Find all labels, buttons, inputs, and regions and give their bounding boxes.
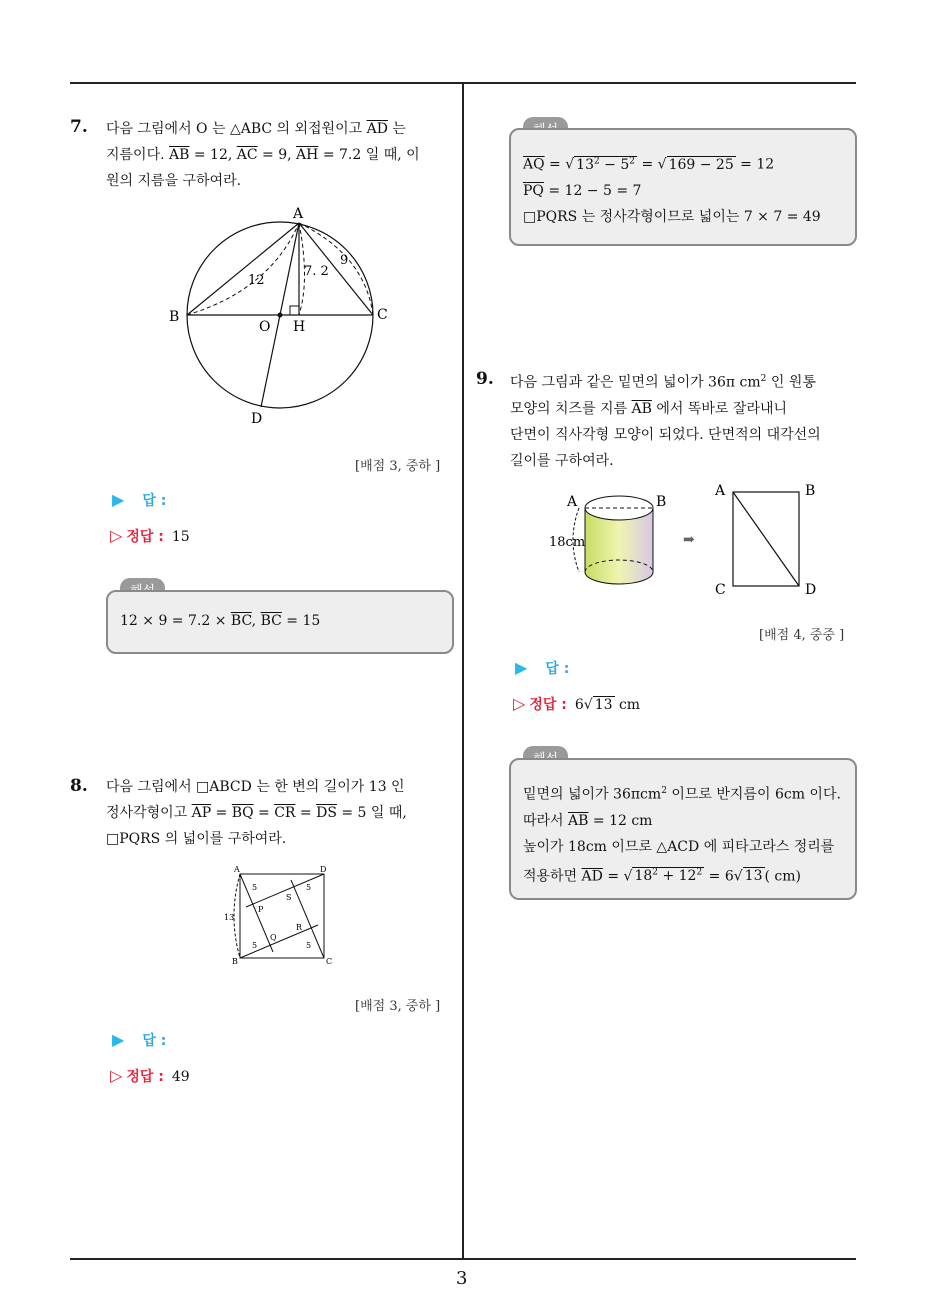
q9-arrow-icon: ➡	[683, 532, 695, 548]
q7-text-2e: = 9,	[257, 147, 297, 163]
q7-solution-box	[106, 590, 454, 654]
q9-text-4: 길이를 구하여라.	[510, 452, 614, 469]
q9-text-1a: 다음 그림과 같은 밑면의 넓이가 36π cm	[510, 374, 761, 391]
question-8-number: 8.	[70, 776, 88, 796]
q7-seg-ad: $\overline{AD}$	[366, 121, 388, 137]
q8-correct-value: 49	[171, 1069, 190, 1085]
q8-label-five-ap: 5	[252, 883, 258, 892]
q9-sol-18: 18	[634, 868, 653, 885]
q9-seg-ab: $\overline{AB}$	[631, 400, 652, 417]
q9-sol-eq6: = 6	[704, 868, 734, 885]
q7-correct-arrow-icon: ▷	[110, 526, 123, 545]
q7-label-ah: 7. 2	[304, 264, 329, 279]
q9-cyl-label-b: B	[656, 494, 667, 510]
q7-sol-bc2: $\overline{BC}$	[260, 613, 282, 629]
q7-seg-ah: $\overline{AH}$	[296, 147, 319, 163]
q8-square-figure	[222, 860, 342, 970]
q7-text-3: 원의 지름을 구하여라.	[106, 173, 242, 189]
q7-label-b: B	[169, 309, 180, 325]
q8-sol-aq: $\overline{AQ}$	[523, 156, 545, 173]
q9-text-1c: 인 원통	[766, 374, 816, 391]
q9-sol-1c: 이므로 반지름이 6cm 이다.	[666, 786, 841, 803]
q9-text-3: 단면이 직사각형 모양이 되었다. 단면적의 대각선의	[510, 426, 821, 443]
q8-sol-pq: $\overline{PQ}$	[523, 182, 544, 199]
q8-score: [배점 3, 중하 ]	[355, 999, 441, 1014]
q7-sol-c: ,	[251, 613, 261, 629]
sqrt-icon: √	[733, 868, 743, 885]
q9-cyl-label-h: 18cm	[549, 535, 586, 550]
q7-label-ab: 12	[248, 273, 265, 288]
q9-text-2c: 에서 똑바로 잘라내니	[651, 400, 788, 417]
q9-sol-plus12: + 12	[658, 868, 697, 885]
q9-solution-box	[509, 758, 857, 900]
q9-correct-label: 정답 :	[529, 697, 567, 713]
q8-label-q: Q	[270, 933, 277, 942]
q8-label-c: C	[326, 957, 333, 966]
q9-answer-label: 답 :	[545, 661, 570, 677]
q9-text-2a: 모양의 치즈를 지름	[510, 400, 632, 417]
q8-correct-label: 정답 :	[126, 1069, 164, 1085]
q9-rect-label-c: C	[715, 582, 726, 598]
q9-sol-2a: 따라서	[523, 812, 569, 829]
q8-label-r: R	[296, 923, 303, 932]
q7-sol-a: 12 × 9 = 7.2 ×	[120, 613, 231, 629]
q9-correct-coef: 6	[574, 697, 584, 713]
q9-sol-exp-b: 2	[696, 867, 703, 878]
q9-answer-field[interactable]	[515, 658, 569, 678]
q7-label-c: C	[377, 307, 388, 323]
column-divider	[462, 84, 464, 1260]
q8-text-2a: 정사각형이고	[106, 805, 192, 821]
q8-sol-line-3: □PQRS 는 정사각형이므로 넓이는 7 × 7 = 49	[523, 208, 821, 225]
q8-solution-box	[509, 128, 857, 246]
q8-sol-eq1: =	[544, 156, 566, 173]
q9-rect-label-a: A	[715, 483, 726, 499]
q8-label-b: B	[232, 957, 238, 966]
q8-sol-13: 13	[576, 156, 594, 173]
question-7-text	[106, 116, 420, 194]
q9-sol-radicand-13: 13	[744, 868, 763, 885]
q7-text-2a: 지름이다.	[106, 147, 169, 163]
q7-label-h: H	[293, 319, 306, 335]
q9-correct-radicand: 13	[594, 697, 613, 713]
sqrt-icon: √	[657, 156, 667, 173]
q7-score: [배점 3, 중하 ]	[355, 459, 441, 474]
q9-sol-4c: =	[602, 868, 624, 885]
q9-sol-3: 높이가 18cm 이므로 △ACD 에 피타고라스 정리를	[523, 838, 835, 855]
q8-sol-radical-1	[574, 156, 637, 173]
q9-cylinder-figure	[545, 482, 845, 600]
q9-sol-1a: 밑면의 넓이가 36πcm	[523, 786, 662, 803]
q8-text-3: □PQRS 의 넓이를 구하여라.	[106, 831, 287, 847]
q8-correct-arrow-icon: ▷	[110, 1066, 123, 1085]
q8-answer-arrow-icon: ▶	[112, 1030, 125, 1049]
q9-sol-radical	[632, 867, 704, 884]
q8-label-side: 13	[224, 913, 235, 922]
q7-label-a: A	[293, 206, 304, 222]
q7-circle-figure	[160, 200, 400, 430]
q8-label-five-cr: 5	[306, 941, 312, 950]
q7-text-1a: 다음 그림에서 O 는 △ABC 의 외접원이고	[106, 121, 367, 137]
q9-sol-ad: $\overline{AD}$	[581, 868, 603, 885]
sqrt-icon: √	[623, 868, 633, 885]
q8-label-d: D	[320, 865, 327, 874]
q9-correct-arrow-icon: ▷	[513, 694, 526, 713]
q8-text-1: 다음 그림에서 □ABCD 는 한 변의 길이가 13 인	[106, 779, 405, 795]
q7-text-2c: = 12,	[189, 147, 237, 163]
q7-answer-arrow-icon: ▶	[112, 490, 125, 509]
q8-sol-exp-1: 2	[593, 156, 600, 166]
q8-eq-3: =	[295, 805, 317, 821]
q8-answer-label: 답 :	[142, 1033, 167, 1049]
q9-score: [배점 4, 중중 ]	[759, 628, 845, 643]
q7-text-1c: 는	[387, 121, 406, 137]
q9-rect-label-b: B	[805, 483, 816, 499]
q9-correct-unit: cm	[614, 697, 641, 713]
q8-correct-answer	[110, 1066, 190, 1086]
sqrt-icon: √	[565, 156, 575, 173]
q7-answer-field[interactable]	[112, 490, 166, 510]
q9-sol-ab: $\overline{AB}$	[568, 812, 589, 829]
q7-text-2g: = 7.2 일 때, 이	[318, 147, 420, 163]
q8-answer-field[interactable]	[112, 1030, 166, 1050]
q7-sol-e: = 15	[281, 613, 321, 629]
q8-label-p: P	[258, 905, 264, 914]
q7-correct-value: 15	[171, 529, 190, 545]
q8-seg-bq: $\overline{BQ}$	[231, 805, 254, 821]
q7-label-o: O	[259, 319, 271, 335]
q7-label-d: D	[251, 411, 263, 427]
question-9-text	[510, 366, 821, 474]
q9-sol-1-exp: 2	[661, 786, 667, 796]
question-9-number: 9.	[476, 369, 494, 389]
q8-seg-ap: $\overline{AP}$	[191, 805, 212, 821]
q8-sol-exp-2: 2	[629, 156, 635, 166]
q8-sol-radical-2: 169 − 25	[668, 156, 734, 173]
q9-text-exp: 2	[760, 374, 767, 384]
q7-seg-ac: $\overline{AC}$	[236, 147, 258, 163]
q7-label-ac: 9	[340, 253, 349, 268]
q7-seg-ab: $\overline{AB}$	[169, 147, 190, 163]
q8-text-2i: = 5 일 때,	[336, 805, 407, 821]
q7-sol-bc1: $\overline{BC}$	[230, 613, 252, 629]
q9-sol-unit: ( cm)	[764, 868, 801, 885]
q8-label-five-bq: 5	[252, 941, 258, 950]
question-7-number: 7.	[70, 117, 88, 137]
q8-eq-1: =	[211, 805, 232, 821]
question-8-text	[106, 774, 407, 852]
q8-sol-pq-value: = 12 − 5 = 7	[543, 182, 642, 199]
q9-sol-exp-a: 2	[652, 867, 659, 878]
q9-sol-4a: 적용하면	[523, 868, 582, 885]
sqrt-icon: √	[583, 697, 593, 713]
q8-seg-ds: $\overline{DS}$	[316, 805, 337, 821]
bottom-rule	[70, 1258, 856, 1260]
q8-sol-eq3: = 12	[735, 156, 775, 173]
q7-correct-label: 정답 :	[126, 529, 164, 545]
q8-seg-cr: $\overline{CR}$	[274, 805, 296, 821]
q9-sol-2c: = 12 cm	[588, 812, 653, 829]
q9-correct-answer	[513, 694, 640, 714]
q9-cyl-label-a: A	[567, 494, 578, 510]
page-number: 3	[456, 1268, 468, 1289]
q8-sol-minus5: − 5	[599, 156, 630, 173]
q7-answer-label: 답 :	[142, 493, 167, 509]
q7-correct-answer	[110, 526, 190, 546]
q8-sol-eq2: =	[637, 156, 658, 173]
q8-label-five-ds: 5	[306, 883, 312, 892]
q9-answer-arrow-icon: ▶	[515, 658, 528, 677]
q8-eq-2: =	[253, 805, 275, 821]
q8-label-a: A	[234, 865, 240, 874]
q8-label-s: S	[286, 893, 292, 902]
q9-rect-label-d: D	[805, 582, 817, 598]
